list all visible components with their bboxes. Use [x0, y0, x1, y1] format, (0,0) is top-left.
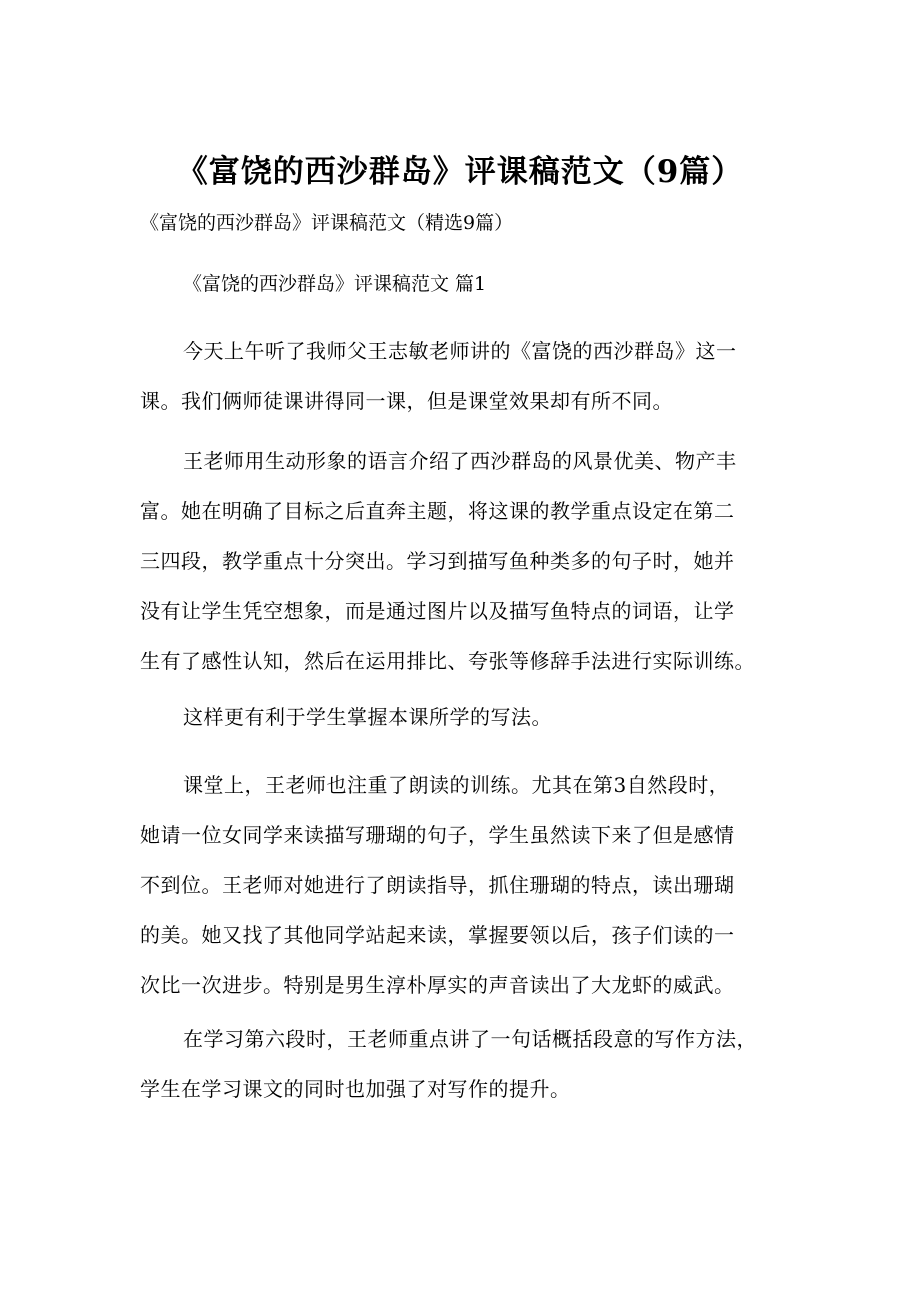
- paragraph-2: [140, 436, 790, 686]
- paragraph-line: 课。我们俩师徒课讲得同一课，但是课堂效果却有所不同。: [140, 389, 673, 413]
- paragraph-line: 在学习第六段时，王老师重点讲了一句话概括段意的写作方法，: [183, 1027, 757, 1051]
- paragraph-line: 次比一次进步。特别是男生淳朴厚实的声音读出了大龙虾的威武。: [140, 973, 735, 997]
- paragraph-line: 三四段，教学重点十分突出。学习到描写鱼种类多的句子时，她并: [140, 549, 735, 573]
- paragraph-line: 的美。她又找了其他同学站起来读，掌握要领以后，孩子们读的一: [140, 923, 735, 947]
- paragraph-1: [140, 326, 790, 426]
- paragraph-line: 富。她在明确了目标之后直奔主题，将这课的教学重点设定在第二: [140, 499, 735, 523]
- paragraph-line: 没有让学生凭空想象，而是通过图片以及描写鱼特点的词语，让学: [140, 599, 735, 623]
- paragraph-line: 生有了感性认知，然后在运用排比、夸张等修辞手法进行实际训练。: [140, 649, 755, 673]
- paragraph-3: [140, 692, 790, 742]
- section-heading: 《富饶的西沙群岛》评课稿范文 篇1: [183, 273, 487, 295]
- paragraph-line: 王老师用生动形象的语言介绍了西沙群岛的风景优美、物产丰: [183, 449, 737, 473]
- document-subtitle: 《富饶的西沙群岛》评课稿范文（精选9篇）: [140, 212, 514, 234]
- paragraph-line: 今天上午听了我师父王志敏老师讲的《富饶的西沙群岛》这一: [183, 339, 737, 363]
- paragraph-4: [140, 760, 790, 1010]
- paragraph-line: 学生在学习课文的同时也加强了对写作的提升。: [140, 1077, 571, 1101]
- paragraph-line: 不到位。王老师对她进行了朗读指导，抓住珊瑚的特点，读出珊瑚: [140, 873, 735, 897]
- paragraph-5: [140, 1014, 790, 1114]
- paragraph-line: 这样更有利于学生掌握本课所学的写法。: [183, 705, 552, 729]
- document-title: 《富饶的西沙群岛》评课稿范文（9篇）: [176, 154, 744, 190]
- paragraph-line: 她请一位女同学来读描写珊瑚的句子，学生虽然读下来了但是感情: [140, 823, 735, 847]
- paragraph-line: 课堂上，王老师也注重了朗读的训练。尤其在第3自然段时，: [183, 773, 730, 797]
